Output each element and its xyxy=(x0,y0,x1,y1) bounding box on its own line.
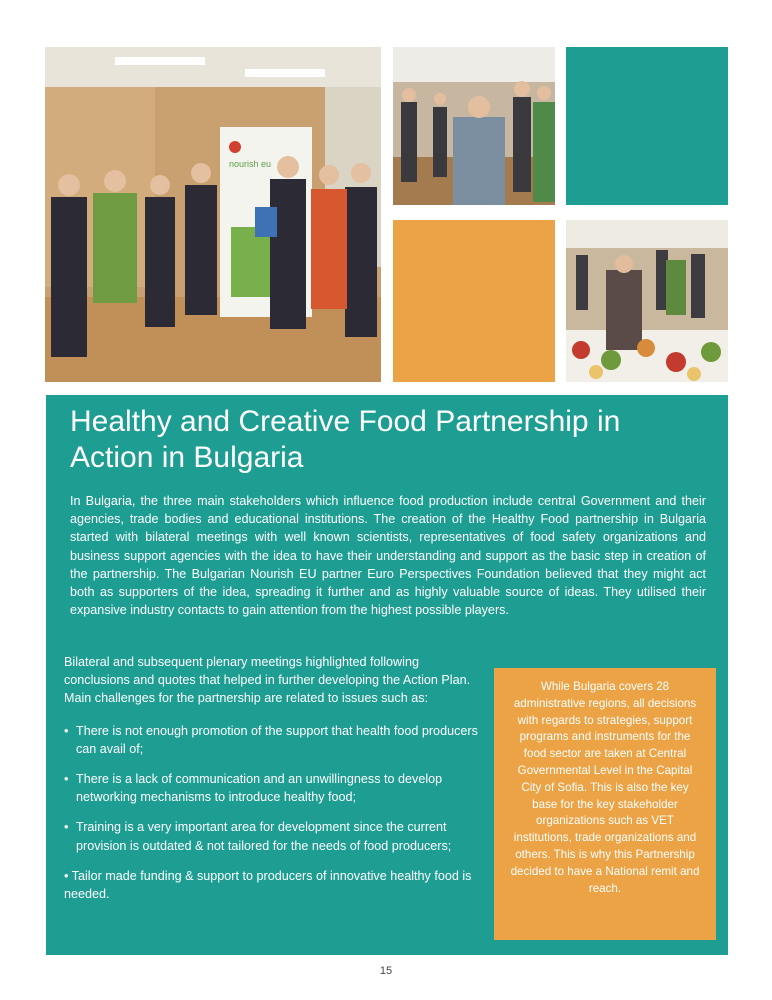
page-number: 15 xyxy=(379,965,393,977)
challenge-item: • There is a lack of communication and an unwillingness to develop networking mechanisms to introduce healthy food; xyxy=(64,770,484,806)
article-title: Healthy and Creative Food Partnership in Action in Bulgaria xyxy=(70,405,621,474)
group-photo-illustration xyxy=(45,47,381,382)
banner-text: nourish eu xyxy=(229,159,272,169)
callout-text: While Bulgaria covers 28 administrative regions, all decisions with regards to strategies, support programs and instruments for the food sector are taken at Central Governmental Level in the Capital City of Sofia. This is also the key base for the key stakeholder organizations such as VET institutions, trade organizations and others. This is why this Partnership decided to have a National remit and reach. xyxy=(510,680,700,895)
group-photo xyxy=(45,47,381,382)
challenge-item: • Training is a very important area for development since the current provision is outdated & not tailored for the needs of food producers; xyxy=(64,818,484,854)
teal-square-block xyxy=(566,47,728,205)
funding-item: • Tailor made funding & support to producers of innovative healthy food is needed. xyxy=(64,868,472,902)
challenges-list xyxy=(64,722,484,855)
buffet-illustration xyxy=(566,220,728,382)
challenges-section xyxy=(64,653,484,903)
callout-box xyxy=(494,668,716,940)
meeting-crowd-photo xyxy=(393,47,555,205)
meeting-crowd-illustration xyxy=(393,47,555,205)
orange-square-block xyxy=(393,220,555,382)
challenge-item: • There is not enough promotion of the support that health food producers can avail of; xyxy=(64,722,484,758)
intro-paragraph: In Bulgaria, the three main stakeholders which influence food production include central Government and their agencies, trade bodies and educational institutions. The creation of the Healthy Food partnership in Bulgaria started with bilateral meetings with well known scientists, representatives of food safety organizations and business support agencies with the idea to have their understanding and support as the basic step in creation of the partnership. The Bulgarian Nourish EU partner Euro Perspectives Foundation believed that they might act both as supporters of the idea, spreading it further and as highly valuable source of ideas. They utilised their expansive industry contacts to gain attention from the highest possible players. xyxy=(70,494,706,618)
challenges-lead: Bilateral and subsequent plenary meetings highlighted following conclusions and quotes that helped in further developing the Action Plan. Main challenges for the partnership are related to issues such as: xyxy=(64,655,471,706)
buffet-photo xyxy=(566,220,728,382)
